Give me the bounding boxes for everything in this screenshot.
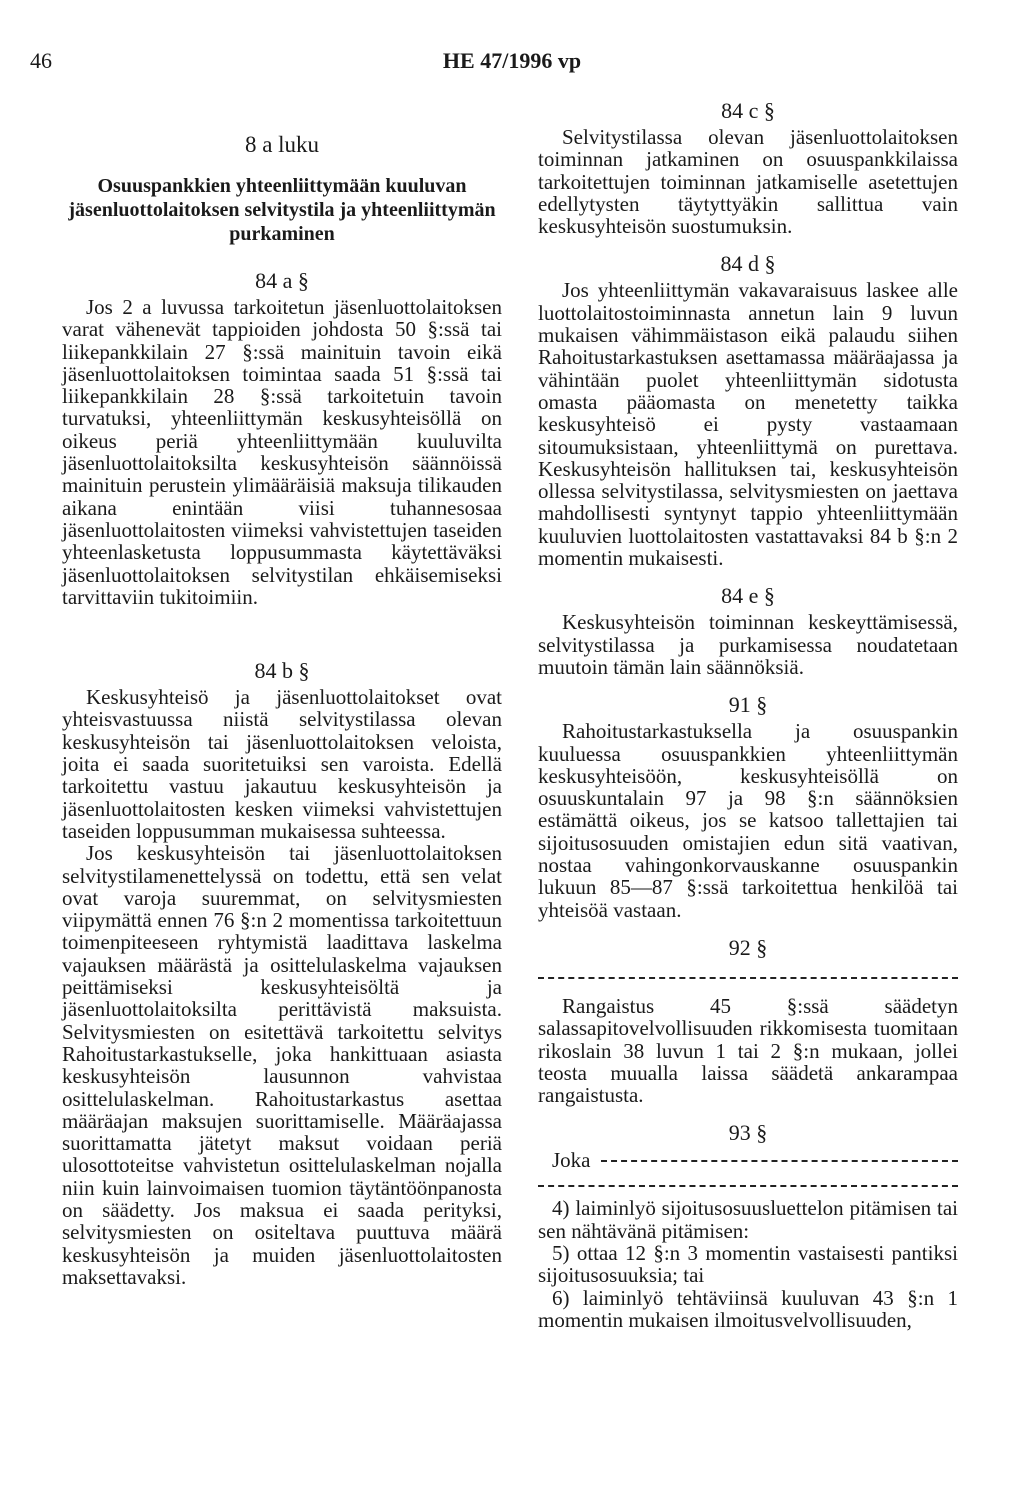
section-91-text: Rahoitustarkastuksella ja osuuspankin kuuluessa osuuspankkien yhteenliittymän keskusyhteisöön, keskusyhteisöllä on osuuskuntalain 97 ja 98 §:n säännöksien estämättä oikeus, jos se katsoo tallettajien tai sijoitusosuuden omistajien edun sitä vaativan, nostaa vahingonkorvauskanne osuuspankin lukuun 85—87 §:ssä tarkoitettua henkilöä tai yhteisöä vastaan.	[538, 719, 958, 922]
section-84d-title: 84 d §	[720, 251, 776, 277]
page-number: 46	[30, 48, 52, 73]
chapter-title: 8 a luku	[244, 132, 320, 157]
section-84e-text: Keskusyhteisön toiminnan keskeyttämisessä, selvitystilassa ja purkamisessa noudatetaan muutoin tämän lain säännöksiä.	[538, 610, 958, 679]
section-84b-paragraph-2: Jos keskusyhteisön tai jäsenluottolaitoksen selvitystilamenettelyssä on todettu, että sen velat ovat varoja suuremmat, on selvitysmiesten viipymättä ennen 76 §:n 2 momentissa tarkoitettuun toimenpiteeseen ryhtymistä laadittava laskelma vajauksen määrästä ja osittelulaskelma vajauksen peittämiseksi keskusyhteisöltä ja jäsenluottolaitoksilta perittävistä maksuista. Selvitysmiesten on esitettävä tarkoitettu selvitys Rahoitustarkastukselle, joka hankittuaan asiasta keskusyhteisön lausunnon vahvistaa osittelulaskelman. Rahoitustarkastus asettaa määräajan maksujen suorittamiselle. Määräajassa suorittamatta jätetyt maksut voidaan periä ulosottoteitse vahvistetun osittelulaskelman nojalla niin kuin lainvoimaisen tuomion täytäntöönpanosta on säädetty. Jos maksua ei saada perityksi, selvitysmiesten on ositeltava puuttuva määrä keskusyhteisön ja muiden jäsenluottolaitosten maksettavaksi.	[62, 841, 502, 1289]
section-92-text: Rangaistus 45 §:ssä säädetyn salassapitovelvollisuuden rikkomisesta tuomitaan rikoslain 38 luvun 1 tai 2 §:n mukaan, jollei teosta muualla laissa säädetä ankarampaa rangaistusta.	[538, 993, 958, 1108]
section-84e-title: 84 e §	[721, 583, 775, 609]
page-header	[0, 48, 1024, 78]
section-93-joka: Joka	[552, 1148, 591, 1173]
section-91-title: 91 §	[728, 692, 768, 718]
section-84b-title: 84 b §	[254, 658, 310, 684]
document-reference: HE 47/1996 vp	[442, 48, 582, 73]
omission-line	[538, 1185, 958, 1187]
section-84c-title: 84 c §	[721, 98, 775, 123]
right-column	[538, 98, 958, 1331]
section-84d-text: Jos yhteenliittymän vakavaraisuus laskee alle luottolaitostoiminnasta annetun lain 9 luvun mukaisen vähimmäistason eikä palaudu siihen Rahoitustarkastuksen asettamassa määräajassa ja vähintään puolet yhteenliittymän sidotusta omasta pääomasta on menetetty taikka keskusyhteisö ei pysty vastaamaan sitoumuksistaan, yhteenliittymä on purettava. Keskusyhteisön hallituksen tai, keskusyhteisön ollessa selvitystilassa, selvitysmiesten on jaettava mahdollisesti syntynyt tappio yhteenliittymään kuuluvien luottolaitosten vastattavaksi 84 b §:n 2 momentin mukaisesti.	[538, 278, 958, 571]
left-column	[62, 98, 502, 1302]
section-93-intro	[552, 1148, 958, 1173]
section-93-item-5: 5) ottaa 12 §:n 3 momentin vastaisesti pantiksi sijoitusosuuksia; tai	[538, 1240, 958, 1288]
omission-line	[538, 977, 958, 979]
section-93-item-4: 4) laiminlyö sijoitusosuusluettelon pitämisen tai sen nähtävänä pitämisen:	[538, 1196, 958, 1243]
section-93-title: 93 §	[728, 1120, 768, 1146]
omission-line	[601, 1160, 959, 1162]
section-84a-title: 84 a §	[255, 268, 309, 293]
chapter-heading: Osuuspankkien yhteenliittymään kuuluvan jäsenluottolaitoksen selvitystila ja yhteenliittymän purkaminen	[68, 175, 496, 245]
section-84c-text: Selvitystilassa olevan jäsenluottolaitoksen toiminnan jatkaminen on osuuspankkilaissa tarkoitettujen toiminnan jatkamiselle asetettujen edellytysten täytyttyäkin sallittua vain keskusyhteisön suostumuksin.	[538, 125, 958, 239]
section-84b-paragraph-1: Keskusyhteisö ja jäsenluottolaitokset ovat yhteisvastuussa niistä selvitystilassa olevan keskusyhteisön tai jäsenluottolaitoksen veloista, joita ei saada suoritetuiksi sen varoista. Edellä tarkoitettu vastuu jakautuu keskusyhteisön ja jäsenluottolaitosten kesken viimeksi vahvistettujen taseiden loppusumman mukaisessa suhteessa.	[62, 685, 502, 843]
section-84a-text: Jos 2 a luvussa tarkoitetun jäsenluottolaitoksen varat vähenevät tappioiden johdosta 50 §:ssä tai liikepankkilain 27 §:ssä mainituin tavoin eikä jäsenluottolaitoksen toimintaa saada 51 §:ssä tai liikepankkilain 28 §:ssä tarkoitetuin tavoin turvatuksi, yhteenliittymän keskusyhteisöllä on oikeus periä yhteenliittymään kuuluvilta jäsenluottolaitoksilta keskusyhteisön säännöissä mainituin perustein ylimääräisiä maksuja tilikauden aikana enintään viisi tuhannesosaa jäsenluottolaitosten viimeksi vahvistettujen taseiden yhteenlasketusta loppusummasta käytettäväksi jäsenluottolaitoksen selvitystilan ehkäisemiseksi tarvittaviin tukitoimiin.	[62, 295, 502, 609]
section-93-item-6: 6) laiminlyö tehtäviinsä kuuluvan 43 §:n 1 momentin mukaisen ilmoitusvelvollisuuden,	[538, 1285, 958, 1332]
section-92-title: 92 §	[728, 934, 768, 960]
